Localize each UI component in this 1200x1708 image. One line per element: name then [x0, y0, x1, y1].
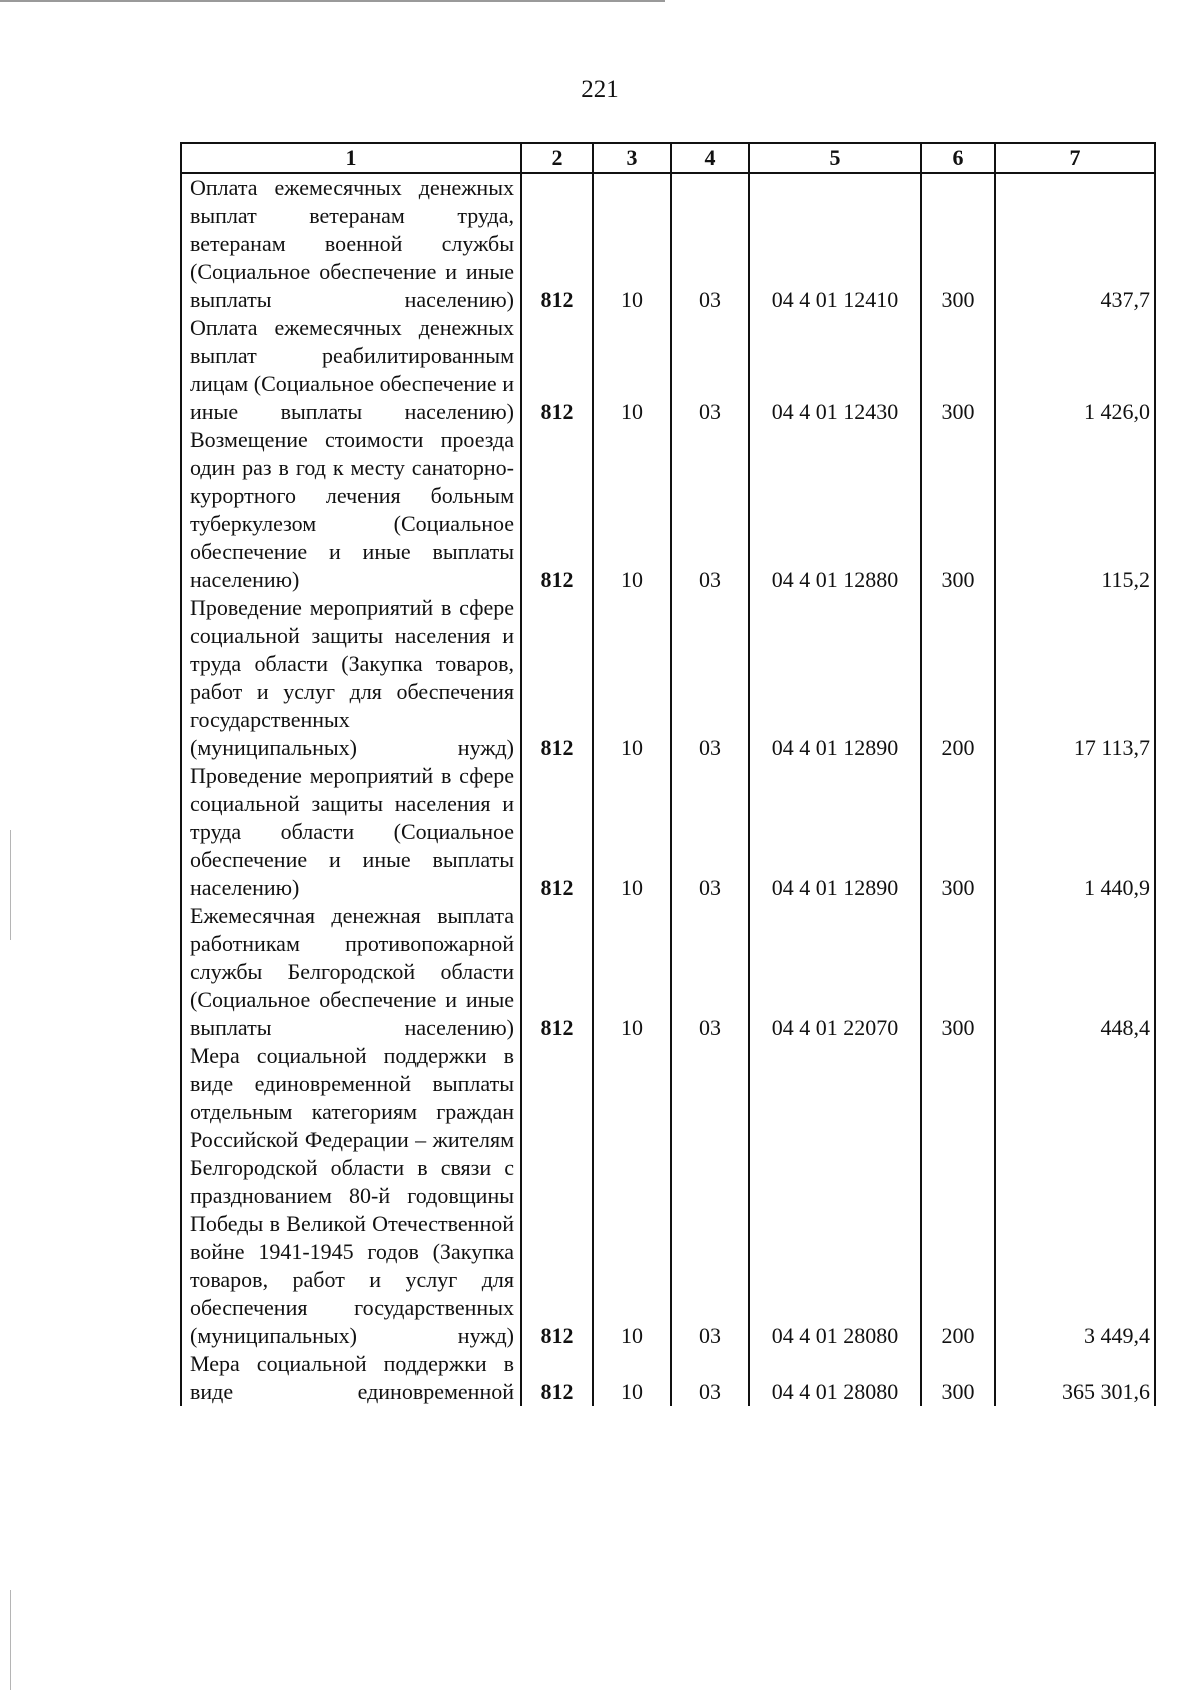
- cell-section: 10: [593, 594, 671, 762]
- table-row: [181, 762, 1155, 902]
- row-description: Оплата ежемесячных денежных выплат ветеранам труда, ветеранам военной службы (Социальное обеспечение и иные выплаты населению): [181, 173, 521, 314]
- cell-expense-type: 300: [921, 762, 995, 902]
- cell-admin-code: 812: [521, 1042, 593, 1350]
- cell-amount: 1 440,9: [995, 762, 1155, 902]
- table-row: [181, 426, 1155, 594]
- column-header: 3: [593, 143, 671, 173]
- cell-target-code: 04 4 01 22070: [749, 902, 921, 1042]
- column-header: 7: [995, 143, 1155, 173]
- cell-amount: 365 301,6: [995, 1350, 1155, 1406]
- column-header: 5: [749, 143, 921, 173]
- scan-edge-mark: [10, 1590, 11, 1690]
- table-row: [181, 902, 1155, 1042]
- cell-amount: 448,4: [995, 902, 1155, 1042]
- cell-expense-type: 300: [921, 173, 995, 314]
- cell-section: 10: [593, 902, 671, 1042]
- scan-edge-mark: [10, 830, 11, 940]
- row-description: Мера социальной поддержки в виде единовременной выплаты отдельным категориям граждан Российской Федерации – жителям Белгородской области в связи с празднованием 80-й годовщины Победы в Великой Отечественной войне 1941-1945 годов (Закупка товаров, работ и услуг для обеспечения государственных (муниципальных) нужд): [181, 1042, 521, 1350]
- cell-subsection: 03: [671, 762, 749, 902]
- cell-section: 10: [593, 1042, 671, 1350]
- row-description: Проведение мероприятий в сфере социальной защиты населения и труда области (Социальное обеспечение и иные выплаты населению): [181, 762, 521, 902]
- cell-admin-code: 812: [521, 1350, 593, 1406]
- table-row: [181, 594, 1155, 762]
- cell-section: 10: [593, 314, 671, 426]
- cell-admin-code: 812: [521, 762, 593, 902]
- cell-target-code: 04 4 01 28080: [749, 1042, 921, 1350]
- scan-top-rule: [0, 0, 665, 2]
- cell-target-code: 04 4 01 28080: [749, 1350, 921, 1406]
- cell-section: 10: [593, 173, 671, 314]
- table-row: [181, 1042, 1155, 1350]
- cell-target-code: 04 4 01 12880: [749, 426, 921, 594]
- cell-amount: 115,2: [995, 426, 1155, 594]
- table-header-row: [181, 143, 1155, 173]
- cell-expense-type: 200: [921, 594, 995, 762]
- cell-admin-code: 812: [521, 902, 593, 1042]
- row-description: Ежемесячная денежная выплата работникам противопожарной службы Белгородской области (Социальное обеспечение и иные выплаты населению): [181, 902, 521, 1042]
- budget-table: [180, 142, 1156, 1406]
- column-header: 1: [181, 143, 521, 173]
- table-row: [181, 1350, 1155, 1406]
- cell-subsection: 03: [671, 314, 749, 426]
- cell-target-code: 04 4 01 12430: [749, 314, 921, 426]
- cell-admin-code: 812: [521, 314, 593, 426]
- cell-admin-code: 812: [521, 426, 593, 594]
- cell-amount: 437,7: [995, 173, 1155, 314]
- page-number: 221: [581, 76, 619, 103]
- cell-admin-code: 812: [521, 594, 593, 762]
- row-description: Возмещение стоимости проезда один раз в год к месту санаторно-курортного лечения больным туберкулезом (Социальное обеспечение и иные выплаты населению): [181, 426, 521, 594]
- cell-expense-type: 300: [921, 1350, 995, 1406]
- cell-admin-code: 812: [521, 173, 593, 314]
- cell-expense-type: 300: [921, 314, 995, 426]
- cell-expense-type: 200: [921, 1042, 995, 1350]
- row-description: Мера социальной поддержки в виде единовременной: [181, 1350, 521, 1406]
- column-header: 6: [921, 143, 995, 173]
- cell-target-code: 04 4 01 12410: [749, 173, 921, 314]
- table-row: [181, 314, 1155, 426]
- cell-subsection: 03: [671, 426, 749, 594]
- cell-subsection: 03: [671, 594, 749, 762]
- cell-amount: 1 426,0: [995, 314, 1155, 426]
- cell-amount: 3 449,4: [995, 1042, 1155, 1350]
- cell-target-code: 04 4 01 12890: [749, 762, 921, 902]
- cell-section: 10: [593, 762, 671, 902]
- cell-section: 10: [593, 1350, 671, 1406]
- column-header: 4: [671, 143, 749, 173]
- table-row: [181, 173, 1155, 314]
- row-description: Оплата ежемесячных денежных выплат реабилитированным лицам (Социальное обеспечение и иные выплаты населению): [181, 314, 521, 426]
- cell-expense-type: 300: [921, 426, 995, 594]
- cell-amount: 17 113,7: [995, 594, 1155, 762]
- cell-subsection: 03: [671, 1042, 749, 1350]
- cell-subsection: 03: [671, 902, 749, 1042]
- column-header: 2: [521, 143, 593, 173]
- cell-expense-type: 300: [921, 902, 995, 1042]
- cell-section: 10: [593, 426, 671, 594]
- cell-subsection: 03: [671, 173, 749, 314]
- row-description: Проведение мероприятий в сфере социальной защиты населения и труда области (Закупка товаров, работ и услуг для обеспечения государственных (муниципальных) нужд): [181, 594, 521, 762]
- cell-subsection: 03: [671, 1350, 749, 1406]
- cell-target-code: 04 4 01 12890: [749, 594, 921, 762]
